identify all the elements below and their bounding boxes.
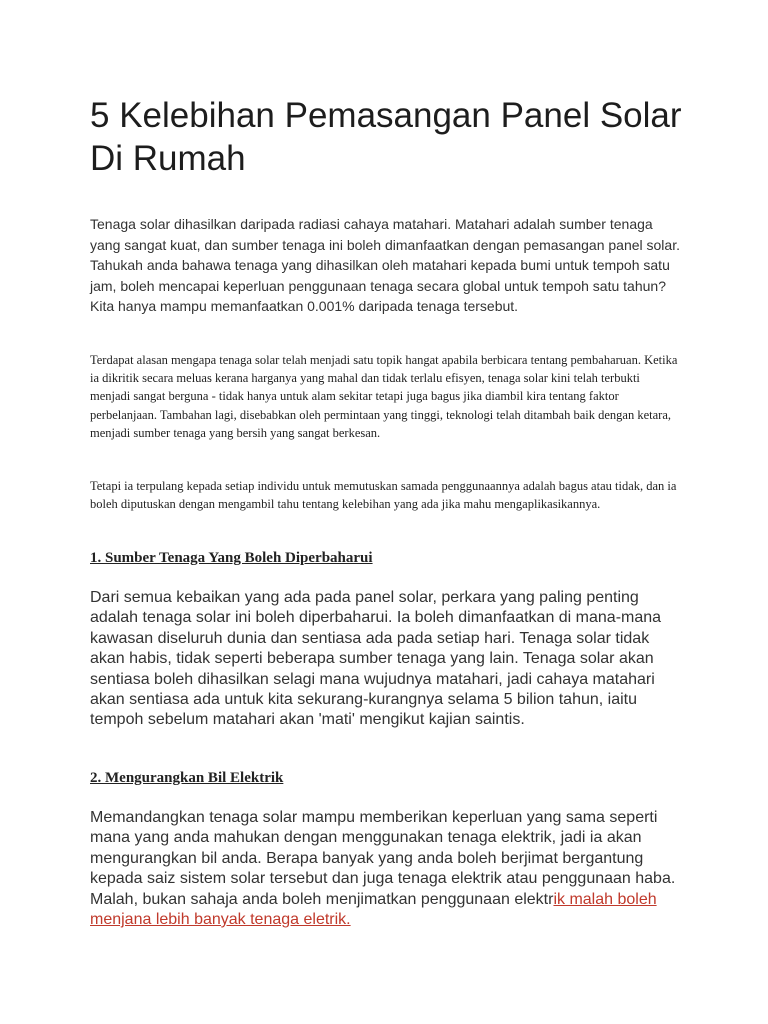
section-body-1: Dari semua kebaikan yang ada pada panel solar, perkara yang paling penting adalah tenaga solar ini boleh diperbaharui. Ia boleh dimanfaatkan di mana-mana kawasan diseluruh dunia dan sentiasa ada pada setiap hari. Tenaga solar tidak akan habis, tidak seperti beberapa sumber tenaga yang lain. Tenaga solar akan sentiasa boleh dihasilkan selagi mana wujudnya matahari, jadi cahaya matahari akan sentiasa ada untuk kita sekurang-kurangnya selama 5 bilion tahun, iaitu tempoh sebelum matahari akan 'mati' mengikut kajian saintis.	[90, 589, 662, 729]
section-body-2-text: Memandangkan tenaga solar mampu memberikan keperluan yang sama seperti mana yang anda mahukan dengan menggunakan tenaga elektrik, jadi ia akan mengurangkan bil anda. Berapa banyak yang anda boleh berjimat bergantung kepada saiz sistem solar tersebut dan juga tenaga elektrik atau penggunaan haba. Malah, bukan sahaja anda boleh menjimatkan penggunaan elektr	[90, 809, 676, 908]
serif-paragraph-1: Terdapat alasan mengapa tenaga solar telah menjadi satu topik hangat apabila berbicara tentang pembaharuan. Ketika ia dikritik secara meluas kerana harganya yang mahal dan tidak terlalu efisyen, tenaga solar kini telah terbukti menjadi sangat berguna - tidak hanya untuk alam sekitar tetapi juga bagus jika diambil kira tentang faktor perbelanjaan. Tambahan lagi, disebabkan oleh permintaan yang tinggi, teknologi telah ditambah baik dengan ketara, menjadi sumber tenaga yang bersih yang sangat berkesan.	[90, 353, 678, 440]
section-heading-1: 1. Sumber Tenaga Yang Boleh Diperbaharui	[90, 550, 373, 566]
intro-paragraph: Tenaga solar dihasilkan daripada radiasi cahaya matahari. Matahari adalah sumber tenaga yang sangat kuat, dan sumber tenaga ini boleh dimanfaatkan dengan pemasangan panel solar. Tahukah anda bahawa tenaga yang dihasilkan oleh matahari kepada bumi untuk tempoh satu jam, boleh mencapai keperluan penggunaan tenaga secara global untuk tempoh satu tahun? Kita hanya mampu memanfaatkan 0.001% daripada tenaga tersebut.	[90, 216, 680, 315]
section-heading-2: 2. Mengurangkan Bil Elektrik	[90, 770, 284, 786]
serif-paragraph-2: Tetapi ia terpulang kepada setiap individu untuk memutuskan samada penggunaannya adalah bagus atau tidak, dan ia boleh diputuskan dengan mengambil tahu tentang kelebihan yang ada jika mahu mengaplikasikannya.	[90, 479, 677, 512]
section-body-2	[90, 808, 680, 930]
page-title: 5 Kelebihan Pemasangan Panel Solar Di Rumah	[90, 96, 682, 178]
electricity-link[interactable]: ik malah boleh menjana lebih banyak tenaga eletrik.	[90, 890, 657, 929]
